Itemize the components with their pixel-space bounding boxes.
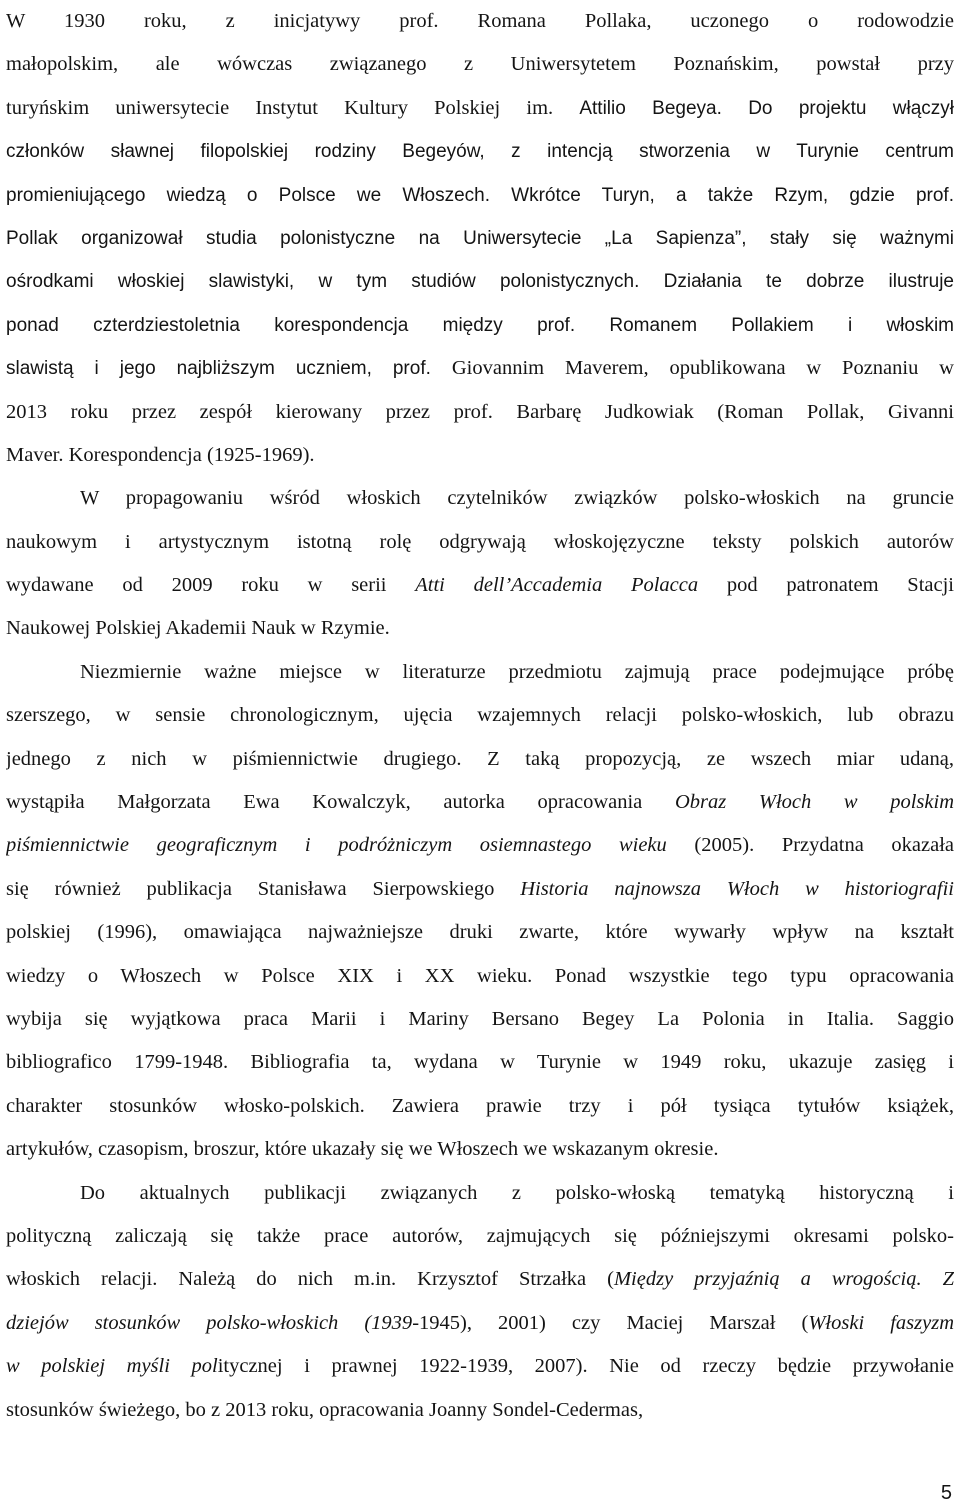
text-run: itycznej i prawnej 1922-1939, 2007). Nie od rzeczy będzie przywołanie: [217, 1355, 954, 1378]
text-line: [6, 998, 954, 1041]
text-run: Maver. Korespondencja (1925-1969).: [6, 443, 315, 466]
text-run: wybija się wyjątkowa praca Marii i Mariny Bersano Begey La Polonia in Italia. Saggio: [6, 1007, 954, 1030]
text-run: W 1930 roku, z inicjatywy prof. Romana Pollaka, uczonego o rodowodzie: [6, 10, 954, 32]
text-run: artykułów, czasopism, broszur, które ukazały się we Włoszech we wskazanym okresie.: [6, 1138, 719, 1161]
text-run: Naukowej Polskiej Akademii Nauk w Rzymie.: [6, 617, 390, 640]
italic-text: w polskiej myśli pol: [6, 1355, 218, 1378]
text-run: wystąpiła Małgorzata Ewa Kowalczyk, autorka opracowania: [6, 791, 675, 814]
text-line: [6, 391, 954, 434]
text-run: bibliografico 1799-1948. Bibliografia ta, wydana w Turynie w 1949 roku, ukazuje zasięg i: [6, 1051, 954, 1074]
text-run: W propagowaniu wśród włoskich czytelników związków polsko-włoskich na gruncie: [80, 487, 954, 510]
italic-text: Atti dell’Accademia Polacca: [415, 574, 699, 597]
text-line: [6, 1389, 954, 1432]
text-run: pod patronatem Stacji: [698, 574, 954, 597]
text-line: [6, 43, 954, 86]
text-run: ośrodkami włoskiej slawistyki, w tym studiów polonistycznych. Działania te dobrze ilustruje: [6, 271, 954, 293]
text-line: [6, 174, 954, 217]
text-line: [6, 1172, 954, 1215]
text-line: [6, 955, 954, 998]
text-run: ponad czterdziestoletnia korespondencja między prof. Romanem Pollakiem i włoskim: [6, 314, 954, 336]
text-run: stosunków świeżego, bo z 2013 roku, opracowania Joanny Sondel-Cedermas,: [6, 1398, 644, 1421]
text-line: [6, 694, 954, 737]
text-run: slawistą i jego najbliższym uczniem, prof.: [6, 358, 452, 380]
text-run: 2013 roku przez zespół kierowany przez prof. Barbarę Judkowiak (Roman Pollak, Givanni: [6, 400, 954, 423]
text-line: [6, 87, 954, 130]
text-run: polityczną zaliczają się także prace autorów, zajmujących się późniejszymi okresami polsko-: [6, 1224, 954, 1247]
text-line: [6, 868, 954, 911]
text-run: Attilio Begeya. Do projektu włączył: [579, 97, 954, 119]
italic-text: Historia najnowsza Włoch w historiografii: [520, 877, 954, 900]
text-line: [6, 1258, 954, 1301]
text-run: jednego z nich w piśmiennictwie drugiego. Z taką propozycją, ze wszech miar udaną,: [6, 747, 954, 770]
text-run: Do aktualnych publikacji związanych z polsko-włoską tematyką historyczną i: [80, 1181, 954, 1204]
text-line: [6, 434, 954, 477]
text-line: [6, 0, 954, 43]
text-run: (2005). Przydatna okazała: [666, 834, 954, 857]
text-run: naukowym i artystycznym istotną rolę odgrywają włoskojęzyczne teksty polskich autorów: [6, 530, 954, 553]
text-line: [6, 1085, 954, 1128]
text-line: [6, 1128, 954, 1171]
text-run: turyńskim uniwersytecie Instytut Kultury Polskiej im.: [6, 96, 580, 119]
italic-text: Obraz Włoch w polskim: [674, 791, 954, 814]
text-run: Giovannim Maverem, opublikowana w Poznaniu w: [451, 357, 954, 380]
document-page: [6, 0, 954, 1432]
text-line: [6, 607, 954, 650]
text-line: [6, 304, 954, 347]
text-run: szerszego, w sensie chronologicznym, ujęcia wzajemnych relacji polsko-włoskich, lub obrazu: [6, 704, 954, 727]
italic-text: Włoski faszyzm: [808, 1311, 954, 1334]
text-run: promieniującego wiedzą o Polsce we Włoszech. Wkrótce Turyn, a także Rzym, gdzie prof.: [6, 184, 954, 206]
text-line: [6, 911, 954, 954]
text-line: [6, 260, 954, 303]
text-line: [6, 781, 954, 824]
text-line: [6, 130, 954, 173]
text-line: [6, 347, 954, 390]
text-run: włoskich relacji. Należą do nich m.in. Krzysztof Strzałka (: [6, 1268, 614, 1291]
italic-text: piśmiennictwie geograficznym i podróżniczym osiemnastego wieku: [6, 834, 667, 857]
paragraph-2: [6, 477, 954, 651]
text-run: Pollak organizował studia polonistyczne na Uniwersytecie „La Sapienza”, stały się ważnymi: [6, 227, 954, 249]
text-line: [6, 1302, 954, 1345]
text-line: [6, 1215, 954, 1258]
text-run: wydawane od 2009 roku w serii: [6, 574, 416, 597]
italic-text: dziejów stosunków polsko-włoskich (1939: [6, 1311, 413, 1334]
text-run: się również publikacja Stanisława Sierpowskiego: [6, 877, 521, 900]
text-line: [6, 1041, 954, 1084]
page-number: 5: [940, 1482, 952, 1504]
text-line: [6, 217, 954, 260]
text-line: [6, 477, 954, 520]
text-line: [6, 824, 954, 867]
text-run: polskiej (1996), omawiająca najważniejsze druki zwarte, które wywarły wpływ na kształt: [6, 921, 954, 944]
paragraph-1: [6, 0, 954, 477]
text-run: wiedzy o Włoszech w Polsce XIX i XX wieku. Ponad wszystkie tego typu opracowania: [6, 964, 954, 987]
text-run: -1945), 2001) czy Maciej Marszał (: [412, 1311, 809, 1334]
text-run: Niezmiernie ważne miejsce w literaturze przedmiotu zajmują prace podejmujące próbę: [80, 660, 954, 683]
italic-text: Między przyjaźnią a wrogością. Z: [613, 1268, 954, 1291]
text-line: [6, 521, 954, 564]
paragraph-3: [6, 651, 954, 1172]
text-run: małopolskim, ale wówczas związanego z Uniwersytetem Poznańskim, powstał przy: [6, 53, 954, 76]
text-run: członków sławnej filopolskiej rodziny Begeyów, z intencją stworzenia w Turynie centrum: [6, 141, 954, 163]
text-line: [6, 651, 954, 694]
text-line: [6, 564, 954, 607]
paragraph-4: [6, 1172, 954, 1432]
text-line: [6, 1345, 954, 1388]
text-run: charakter stosunków włosko-polskich. Zawiera prawie trzy i pół tysiąca tytułów książek,: [6, 1094, 954, 1117]
text-line: [6, 738, 954, 781]
